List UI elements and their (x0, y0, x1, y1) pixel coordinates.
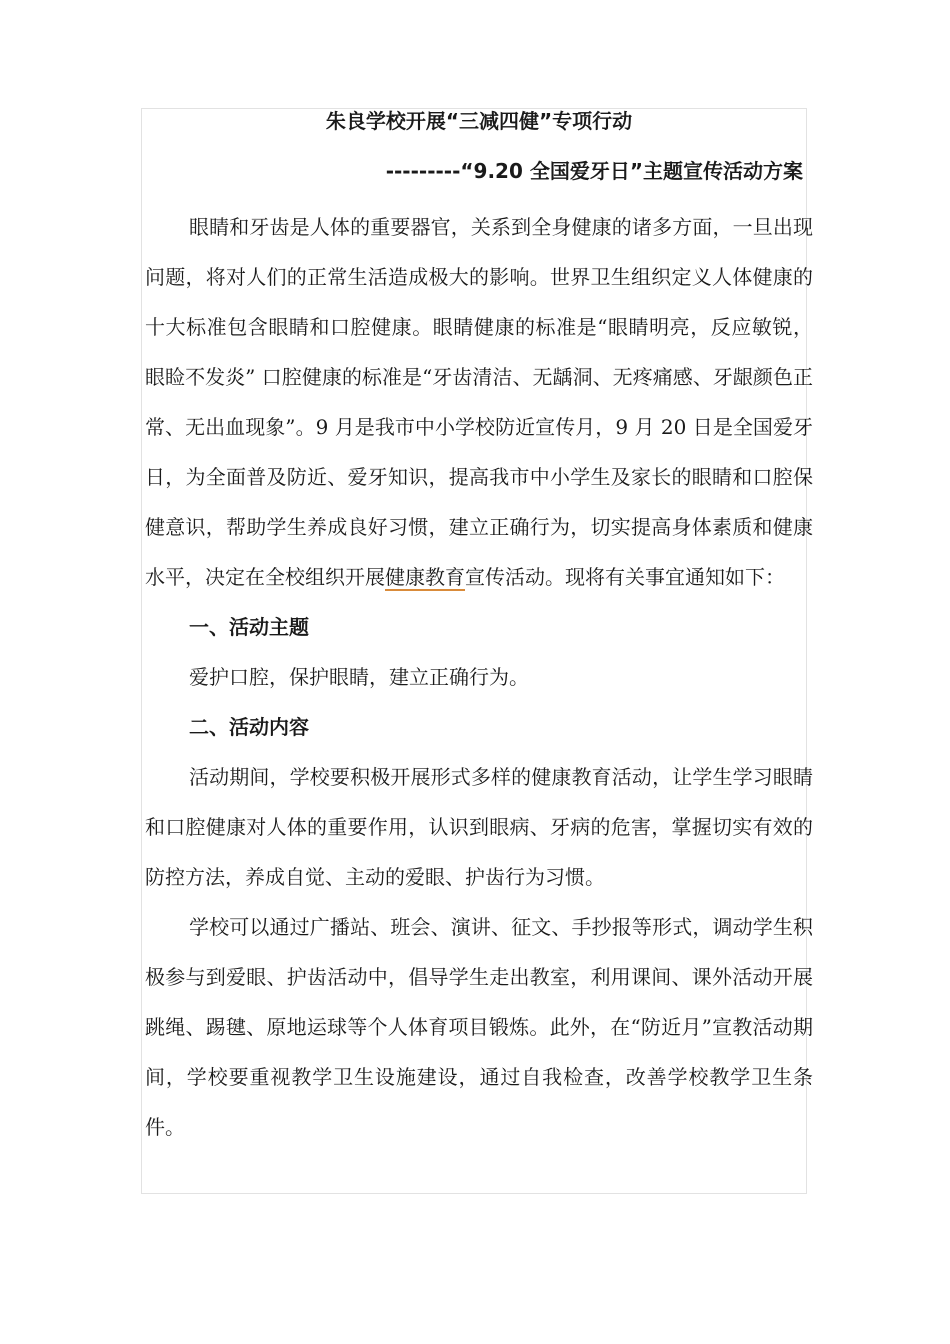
document-subtitle: ---------“9.20 全国爱牙日”主题宣传活动方案 (385, 159, 803, 183)
section-heading-content: 二、活动内容 (189, 715, 309, 739)
content-paragraph-2: 学校可以通过广播站、班会、演讲、征文、手抄报等形式，调动学生积极参与到爱眼、护齿活动中，倡导学生走出教室，利用课间、课外活动开展跳绳、踢毽、原地运球等个人体育项目锻炼。此外，在“防近月”宣教活动期间，学校要重视教学卫生设施建设，通过自我检查，改善学校教学卫生条件。 (145, 915, 813, 1139)
health-education-link[interactable]: 健康教育 (385, 565, 465, 589)
intro-paragraph (145, 202, 813, 602)
intro-text-end: 宣传活动。现将有关事宜通知如下： (465, 565, 785, 589)
content-paragraph-1: 活动期间，学校要积极开展形式多样的健康教育活动，让学生学习眼睛和口腔健康对人体的重要作用，认识到眼病、牙病的危害，掌握切实有效的防控方法，养成自觉、主动的爱眼、护齿行为习惯。 (145, 765, 813, 889)
document-title: 朱良学校开展“三减四健”专项行动 (325, 109, 633, 133)
section-body-theme: 爱护口腔，保护眼睛，建立正确行为。 (189, 665, 529, 689)
document-body (145, 102, 813, 1152)
section-heading-theme: 一、活动主题 (189, 615, 309, 639)
intro-text: 眼睛和牙齿是人体的重要器官，关系到全身健康的诸多方面，一旦出现问题，将对人们的正常生活造成极大的影响。世界卫生组织定义人体健康的十大标准包含眼睛和口腔健康。眼睛健康的标准是“眼睛明亮，反应敏锐，眼睑不发炎” 口腔健康的标准是“牙齿清洁、无龋洞、无疼痛感、牙龈颜色正常、无出血现象”。9 月是我市中小学校防近宣传月，9 月 20 日是全国爱牙日，为全面普及防近、爱牙知识，提高我市中小学生及家长的眼睛和口腔保健意识，帮助学生养成良好习惯，建立正确行为，切实提高身体素质和健康水平，决定在全校组织开展 (145, 215, 813, 589)
